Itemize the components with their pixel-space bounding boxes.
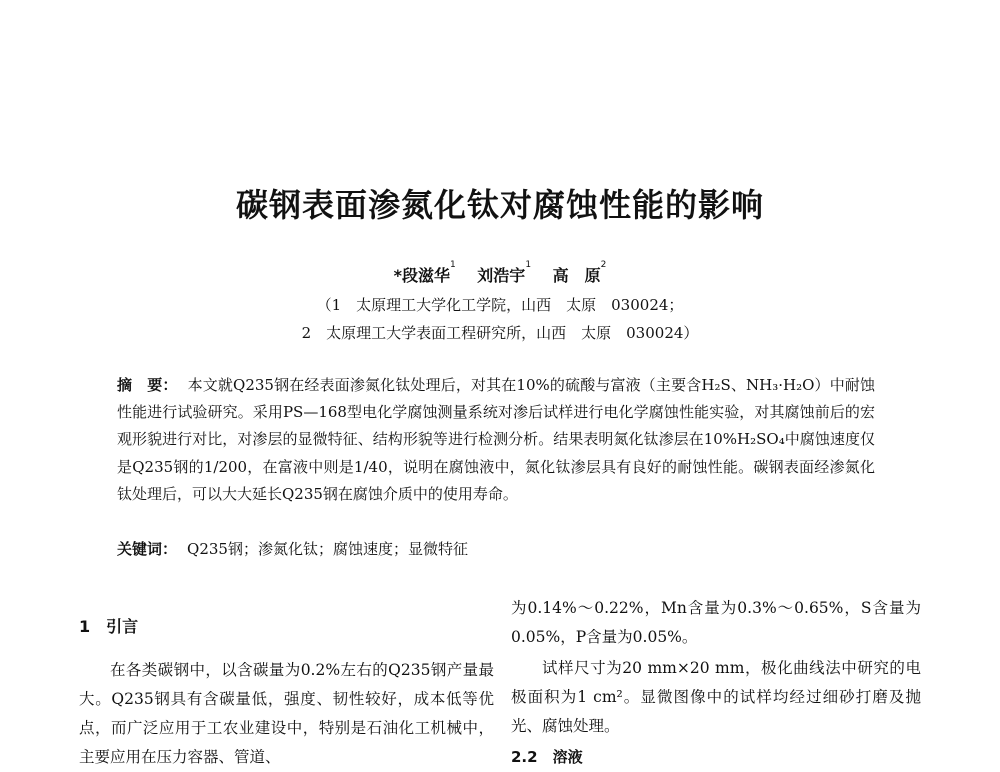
abstract-text: 本文就Q235钢在经表面渗氮化钛处理后，对其在10%的硫酸与富液（主要含H₂S、NH₃·H₂O）中耐蚀性能进行试验研究。采用PS—168型电化学腐蚀测量系统对渗后试样进行电化学腐蚀性能实验，对其腐蚀前后的宏观形貌进行对比，对渗层的显微特征、结构形貌等进行检测分析。结果表明氮化钛渗层在10%H₂SO₄中腐蚀速度仅是Q235钢的1/200，在富液中则是1/40，说明在腐蚀液中，氮化钛渗层具有良好的耐蚀性能。碳钢表面经渗氮化钛处理后，可以大大延长Q235钢在腐蚀介质中的使用寿命。: [117, 376, 875, 503]
left-column: [79, 612, 494, 772]
section-heading-introduction: 1 引言: [79, 617, 139, 636]
keywords: [117, 538, 468, 559]
affiliation-2: 2 太原理工大学表面工程研究所，山西 太原 030024）: [301, 324, 699, 342]
subsection-heading-solution: 2.2 溶液: [511, 748, 583, 766]
specimen-paragraph: 试样尺寸为20 mm×20 mm，极化曲线法中研究的电极面积为1 cm²。显微图像中的试样均经过细砂打磨及抛光、腐蚀处理。: [511, 659, 921, 735]
author-2: [477, 260, 532, 285]
author-1: [393, 260, 456, 285]
paper-title: 碳钢表面渗氮化钛对腐蚀性能的影响: [235, 186, 764, 224]
abstract-label: 摘 要：: [117, 376, 178, 394]
right-column: [511, 594, 921, 772]
keywords-label: 关键词：: [117, 540, 178, 558]
author-affiliation-mark: 2: [600, 260, 607, 270]
abstract: [117, 372, 875, 508]
author-name: 刘浩宇: [477, 266, 526, 285]
keywords-text: Q235钢；渗氮化钛；腐蚀速度；显微特征: [187, 540, 468, 558]
author-affiliation-mark: 1: [525, 260, 532, 270]
author-list: [0, 260, 1000, 286]
author-3: [552, 260, 607, 285]
affiliation-1: （1 太原理工大学化工学院，山西 太原 030024；: [316, 296, 684, 314]
author-name: *段滋华: [393, 266, 450, 285]
author-affiliation-mark: 1: [449, 260, 456, 270]
introduction-paragraph: 在各类碳钢中，以含碳量为0.2%左右的Q235钢产量最大。Q235钢具有含碳量低，强度、韧性较好，成本低等优点，而广泛应用于工农业建设中，特别是石油化工机械中，主要应用在压力容器、管道、: [79, 661, 494, 766]
composition-continuation: 为0.14%～0.22%，Mn含量为0.3%～0.65%，S含量为0.05%，P含量为0.05%。: [511, 599, 921, 646]
author-name: 高 原: [552, 266, 601, 285]
